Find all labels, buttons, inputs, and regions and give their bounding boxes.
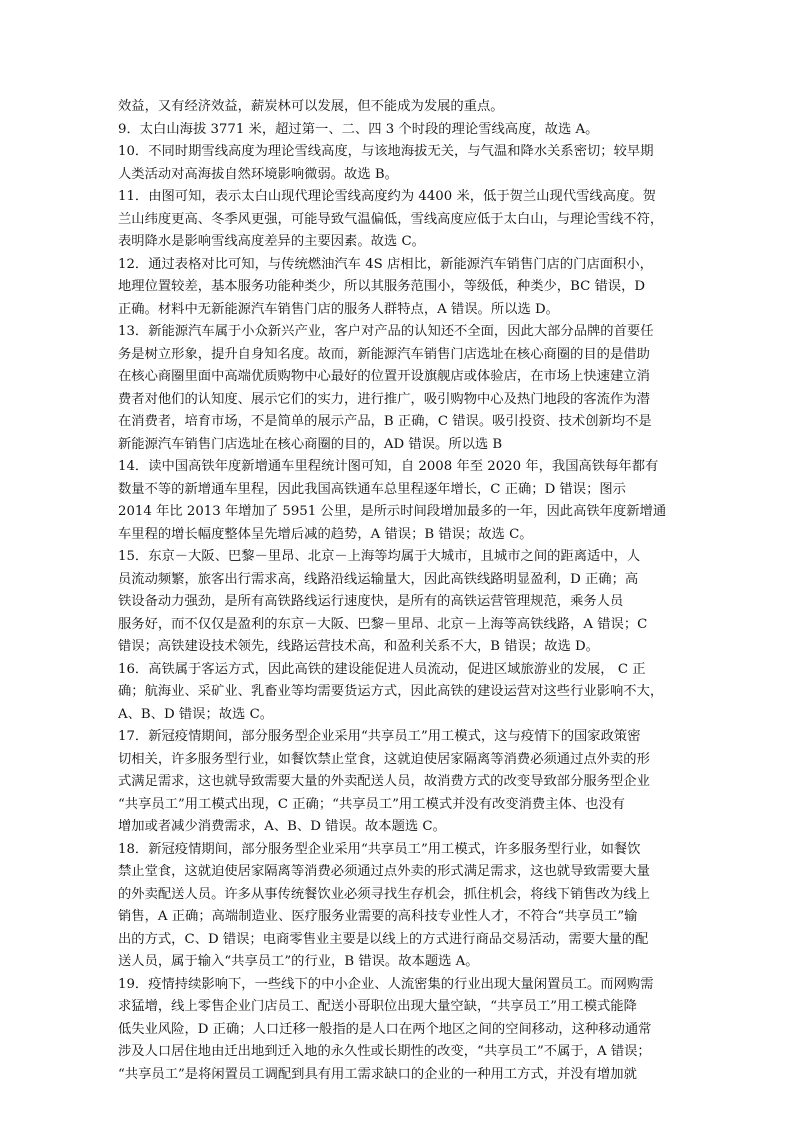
- text-line: 式满足需求，这也就导致需要大量的外卖配送人员，故消费方式的改变导致部分服务型企业: [118, 774, 650, 789]
- text-line: 地理位置较差，基本服务功能种类少，所以其服务范围小，等级低，种类少，BC 错误，D: [118, 279, 646, 294]
- text-line: 在核心商圈里面中高端优质购物中心最好的位置开设旗舰店或体验店，在市场上快速建立消: [118, 369, 650, 384]
- text-line: 18．新冠疫情期间，部分服务型企业采用“共享员工”用工模式，许多服务型行业，如餐饮: [118, 841, 641, 857]
- text-line: 出的方式，C、D 错误；电商零售业主要是以线上的方式进行商品交易活动，需要大量的配: [118, 931, 649, 947]
- text-line: 9．太白山海拔 3771 米，超过第一、二、四 3 个时段的理论雪线高度，故选 A。: [118, 121, 599, 137]
- text-line: 服务好，而不仅仅是盈利的东京－大阪、巴黎－里昂、北京－上海等高铁线路，A 错误；C: [118, 616, 648, 632]
- text-line: 14．读中国高铁年度新增通车里程统计图可知，自 2008 年至 2020 年，我国高铁每年都有: [118, 459, 659, 474]
- text-line: 员流动频繁，旅客出行需求高，线路沿线运输量大，因此高铁线路明显盈利，D 正确；高: [118, 571, 639, 587]
- text-line: 16．高铁属于客运方式，因此高铁的建设能促进人员流动，促进区域旅游业的发展， C 正: [118, 661, 646, 677]
- text-line: 送人员，属于输入“共享员工”的行业，B 错误。故本题选 A。: [118, 954, 479, 969]
- text-line: 的外卖配送人员。许多从事传统餐饮业必须寻找生存机会，抓住机会，将线下销售改为线上: [118, 886, 650, 902]
- text-line: 正确。材料中无新能源汽车销售门店的服务人群特点，A 错误。所以选 D。: [118, 301, 559, 317]
- text-line: 禁止堂食，这就迫使居家隔离等消费必须通过点外卖的形式满足需求，这也就导致需要大量: [118, 864, 650, 879]
- text-line: 13．新能源汽车属于小众新兴产业，客户对产品的认知还不全面，因此大部分品牌的首要任: [118, 324, 654, 339]
- text-line: 10．不同时期雪线高度为理论雪线高度，与该地海拔无关，与气温和降水关系密切；较早期: [118, 144, 654, 159]
- document-body: [118, 96, 684, 1086]
- text-line: “共享员工”是将闲置员工调配到具有用工需求缺口的企业的一种用工方式，并没有增加就: [118, 1066, 637, 1082]
- text-line: 错误；高铁建设技术领先，线路运营技术高，和盈利关系不大，B 错误；故选 D。: [118, 639, 599, 654]
- text-line: 涉及人口居住地由迁出地到迁入地的永久性或长期性的改变，“共享员工”不属于，A 错误；: [118, 1044, 651, 1059]
- text-line: 确；航海业、采矿业、乳畜业等均需要货运方式，因此高铁的建设运营对这些行业影响不大，: [118, 684, 664, 699]
- text-line: 求猛增，线上零售企业门店员工、配送小哥职位出现大量空缺，“共享员工”用工模式能降: [118, 999, 637, 1014]
- text-line: 兰山纬度更高、冬季风更强，可能导致气温偏低，雪线高度应低于太白山，与理论雪线不符，: [118, 211, 664, 227]
- text-line: 新能源汽车销售门店选址在核心商圈的目的，AD 错误。所以选 B: [118, 436, 503, 452]
- text-line: 12．通过表格对比可知，与传统燃油汽车 4S 店相比，新能源汽车销售门店的门店面积小，: [118, 256, 653, 272]
- text-line: 2014 年比 2013 年增加了 5951 公里，是所示时间段增加最多的一年，因此高铁年度新增通: [118, 504, 667, 519]
- text-line: 铁设备动力强劲，是所有高铁路线运行速度快，是所有的高铁运营管理规范，乘务人员: [118, 594, 624, 609]
- text-line: 低失业风险，D 正确；人口迁移一般指的是人口在两个地区之间的空间移动，这种移动通常: [118, 1021, 652, 1037]
- text-line: 17．新冠疫情期间，部分服务型企业采用“共享员工”用工模式，这与疫情下的国家政策密: [118, 729, 641, 744]
- text-line: 15．东京－大阪、巴黎－里昂、北京－上海等均属于大城市，且城市之间的距离适中，人: [118, 549, 641, 564]
- text-line: 费者对他们的认知度、展示它们的实力，进行推广，吸引购物中心及热门地段的客流作为潜: [118, 391, 650, 407]
- text-line: 切相关，许多服务型行业，如餐饮禁止堂食，这就迫使居家隔离等消费必须通过点外卖的形: [118, 751, 650, 767]
- text-line: 19．疫情持续影响下，一些线下的中小企业、人流密集的行业出现大量闲置员工。而网购需: [118, 976, 654, 992]
- text-line: 11．由图可知，表示太白山现代理论雪线高度约为 4400 米，低于贺兰山现代雪线高度。贺: [118, 189, 656, 204]
- text-line: A、B、D 错误；故选 C。: [118, 706, 274, 722]
- text-line: 数量不等的新增通车里程，因此我国高铁通车总里程逐年增长，C 正确；D 错误；图示: [118, 481, 626, 497]
- text-line: 人类活动对高海拔自然环境影响微弱。故选 B。: [118, 166, 398, 182]
- text-line: 增加或者减少消费需求，A、B、D 错误。故本题选 C。: [118, 819, 446, 834]
- text-line: “共享员工”用工模式出现，C 正确；“共享员工”用工模式并没有改变消费主体、也没有: [118, 796, 625, 812]
- text-line: 在消费者，培育市场，不是简单的展示产品，B 正确，C 错误。吸引投资、技术创新均不是: [118, 414, 652, 429]
- text-line: 销售，A 正确；高端制造业、医疗服务业需要的高科技专业性人才，不符合“共享员工”输: [118, 909, 638, 924]
- text-line: 效益，又有经济效益，薪炭林可以发展，但不能成为发展的重点。: [118, 99, 504, 114]
- text-line: 表明降水是影响雪线高度差异的主要因素。故选 C。: [118, 234, 425, 249]
- text-line: 务是树立形象，提升自身知名度。故而，新能源汽车销售门店选址在核心商圈的目的是借助: [118, 346, 650, 362]
- text-line: 车里程的增长幅度整体呈先增后减的趋势，A 错误；B 错误；故选 C。: [118, 526, 533, 542]
